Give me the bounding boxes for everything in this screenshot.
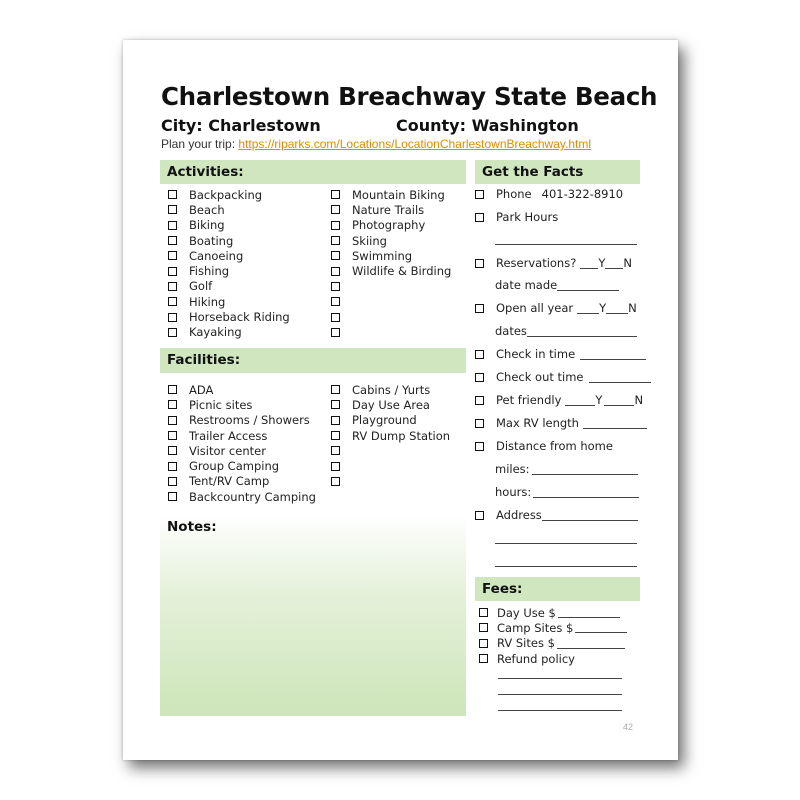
checkbox-icon[interactable] (331, 313, 340, 322)
checkbox-icon[interactable] (479, 623, 488, 632)
facilities-header: Facilities: (160, 348, 466, 373)
checkbox-icon[interactable] (475, 396, 484, 405)
checkbox-icon[interactable] (331, 190, 340, 199)
fact-dates[interactable]: dates (495, 324, 637, 338)
checkbox-icon[interactable] (331, 431, 340, 440)
checkbox-icon[interactable] (331, 477, 340, 486)
activities-header: Activities: (160, 160, 466, 184)
checkbox-icon[interactable] (331, 251, 340, 260)
checkbox-icon[interactable] (168, 416, 177, 425)
activity-item[interactable]: Fishing (168, 263, 290, 278)
fact-miles[interactable]: miles: (495, 462, 638, 476)
checkbox-icon[interactable] (331, 416, 340, 425)
checkbox-icon[interactable] (475, 259, 484, 268)
facility-item[interactable]: Group Camping (168, 458, 316, 473)
checkbox-icon[interactable] (168, 400, 177, 409)
facility-item[interactable]: Backcountry Camping (168, 489, 316, 504)
page-title: Charlestown Breachway State Beach (161, 82, 658, 111)
checkbox-icon[interactable] (168, 190, 177, 199)
activity-item[interactable]: Biking (168, 218, 290, 233)
activity-item[interactable]: Canoeing (168, 248, 290, 263)
checkbox-icon[interactable] (331, 282, 340, 291)
activity-item[interactable]: Beach (168, 202, 290, 217)
checkbox-icon[interactable] (168, 431, 177, 440)
checkbox-icon[interactable] (168, 492, 177, 501)
checkbox-icon[interactable] (168, 282, 177, 291)
fact-hours[interactable]: hours: (495, 485, 639, 499)
checkbox-icon[interactable] (331, 446, 340, 455)
facilities-list-col2 (331, 382, 450, 489)
fact-distance[interactable]: Distance from home (475, 439, 613, 453)
checkbox-icon[interactable] (475, 511, 484, 520)
checkbox-icon[interactable] (168, 328, 177, 337)
checkbox-icon[interactable] (168, 205, 177, 214)
fact-phone[interactable]: Phone 401-322-8910 (475, 187, 623, 201)
facility-item-blank[interactable] (331, 443, 450, 458)
facility-item[interactable]: Day Use Area (331, 397, 450, 412)
facility-item[interactable]: RV Dump Station (331, 428, 450, 443)
checkbox-icon[interactable] (475, 419, 484, 428)
activity-item[interactable]: Mountain Biking (331, 187, 451, 202)
phone-number: 401-322-8910 (541, 187, 624, 201)
county-label: County: Washington (396, 116, 579, 135)
fees-header: Fees: (475, 577, 640, 601)
park-hours-line[interactable] (495, 244, 637, 245)
facility-item[interactable]: ADA (168, 382, 316, 397)
plan-trip-label: Plan your trip: (161, 137, 236, 151)
checkbox-icon[interactable] (168, 462, 177, 471)
activity-item[interactable]: Horseback Riding (168, 309, 290, 324)
checkbox-icon[interactable] (168, 477, 177, 486)
fact-address[interactable]: Address (475, 508, 638, 522)
fee-day-use[interactable]: Day Use $ (479, 605, 627, 620)
document-page (123, 40, 678, 760)
facility-item[interactable]: Playground (331, 413, 450, 428)
refund-line-1[interactable] (498, 678, 622, 679)
checkbox-icon[interactable] (479, 654, 488, 663)
activity-item[interactable]: Photography (331, 218, 451, 233)
checkbox-icon[interactable] (168, 313, 177, 322)
refund-line-3[interactable] (498, 710, 622, 711)
notes-area[interactable] (160, 514, 466, 716)
plan-trip-link[interactable]: https://riparks.com/Locations/LocationCharlestownBreachway.html (238, 137, 591, 151)
fact-check-in[interactable]: Check in time (475, 347, 646, 361)
checkbox-icon[interactable] (168, 446, 177, 455)
checkbox-icon[interactable] (168, 251, 177, 260)
activity-item[interactable]: Golf (168, 279, 290, 294)
activity-item[interactable]: Hiking (168, 294, 290, 309)
fact-check-out[interactable]: Check out time (475, 370, 651, 384)
activity-item-blank[interactable] (331, 279, 451, 294)
checkbox-icon[interactable] (475, 350, 484, 359)
activity-item[interactable]: Swimming (331, 248, 451, 263)
fact-open-all-year[interactable]: Open all year Y N (475, 301, 637, 315)
checkbox-icon[interactable] (479, 608, 488, 617)
activity-item[interactable]: Skiing (331, 233, 451, 248)
checkbox-icon[interactable] (331, 236, 340, 245)
facility-item-blank[interactable] (331, 474, 450, 489)
plan-trip-line (161, 137, 591, 151)
activity-item[interactable]: Backpacking (168, 187, 290, 202)
checkbox-icon[interactable] (331, 328, 340, 337)
checkbox-icon[interactable] (331, 462, 340, 471)
activities-list-col1 (168, 187, 290, 340)
fact-pet-friendly[interactable]: Pet friendly Y N (475, 393, 643, 407)
checkbox-icon[interactable] (475, 213, 484, 222)
activity-item-blank[interactable] (331, 294, 451, 309)
checkbox-icon[interactable] (331, 221, 340, 230)
checkbox-icon[interactable] (479, 639, 488, 648)
fact-max-rv[interactable]: Max RV length (475, 416, 647, 430)
activity-item[interactable]: Boating (168, 233, 290, 248)
facility-item[interactable]: Visitor center (168, 443, 316, 458)
notes-header: Notes: (167, 519, 217, 535)
checkbox-icon[interactable] (168, 267, 177, 276)
fees-list (479, 605, 627, 666)
checkbox-icon[interactable] (331, 205, 340, 214)
checkbox-icon[interactable] (331, 400, 340, 409)
checkbox-icon[interactable] (331, 385, 340, 394)
refund-line-2[interactable] (498, 694, 622, 695)
checkbox-icon[interactable] (168, 297, 177, 306)
checkbox-icon[interactable] (475, 373, 484, 382)
facility-item-blank[interactable] (331, 458, 450, 473)
fee-refund-policy[interactable]: Refund policy (479, 651, 627, 666)
checkbox-icon[interactable] (168, 236, 177, 245)
checkbox-icon[interactable] (475, 190, 484, 199)
facility-item[interactable]: Restrooms / Showers (168, 413, 316, 428)
checkbox-icon[interactable] (331, 297, 340, 306)
facilities-list-col1 (168, 382, 316, 504)
activity-item-blank[interactable] (331, 309, 451, 324)
facility-item[interactable]: Tent/RV Camp (168, 474, 316, 489)
fact-date-made[interactable]: date made (495, 278, 619, 292)
checkbox-icon[interactable] (168, 385, 177, 394)
facility-item[interactable]: Picnic sites (168, 397, 316, 412)
activity-item[interactable]: Nature Trails (331, 202, 451, 217)
checkbox-icon[interactable] (475, 304, 484, 313)
checkbox-icon[interactable] (168, 221, 177, 230)
checkbox-icon[interactable] (475, 442, 484, 451)
page-number: 42 (623, 722, 634, 732)
facts-header: Get the Facts (475, 160, 640, 184)
facility-item[interactable]: Trailer Access (168, 428, 316, 443)
address-line-3[interactable] (495, 566, 637, 567)
fact-park-hours[interactable]: Park Hours (475, 210, 558, 224)
activity-item[interactable]: Kayaking (168, 325, 290, 340)
city-label: City: Charlestown (161, 116, 321, 135)
activities-list-col2 (331, 187, 451, 340)
fact-reservations[interactable]: Reservations? Y N (475, 256, 632, 270)
checkbox-icon[interactable] (331, 267, 340, 276)
fee-camp-sites[interactable]: Camp Sites $ (479, 620, 627, 635)
facility-item[interactable]: Cabins / Yurts (331, 382, 450, 397)
activity-item-blank[interactable] (331, 325, 451, 340)
address-line-2[interactable] (495, 543, 637, 544)
fee-rv-sites[interactable]: RV Sites $ (479, 636, 627, 651)
activity-item[interactable]: Wildlife & Birding (331, 263, 451, 278)
